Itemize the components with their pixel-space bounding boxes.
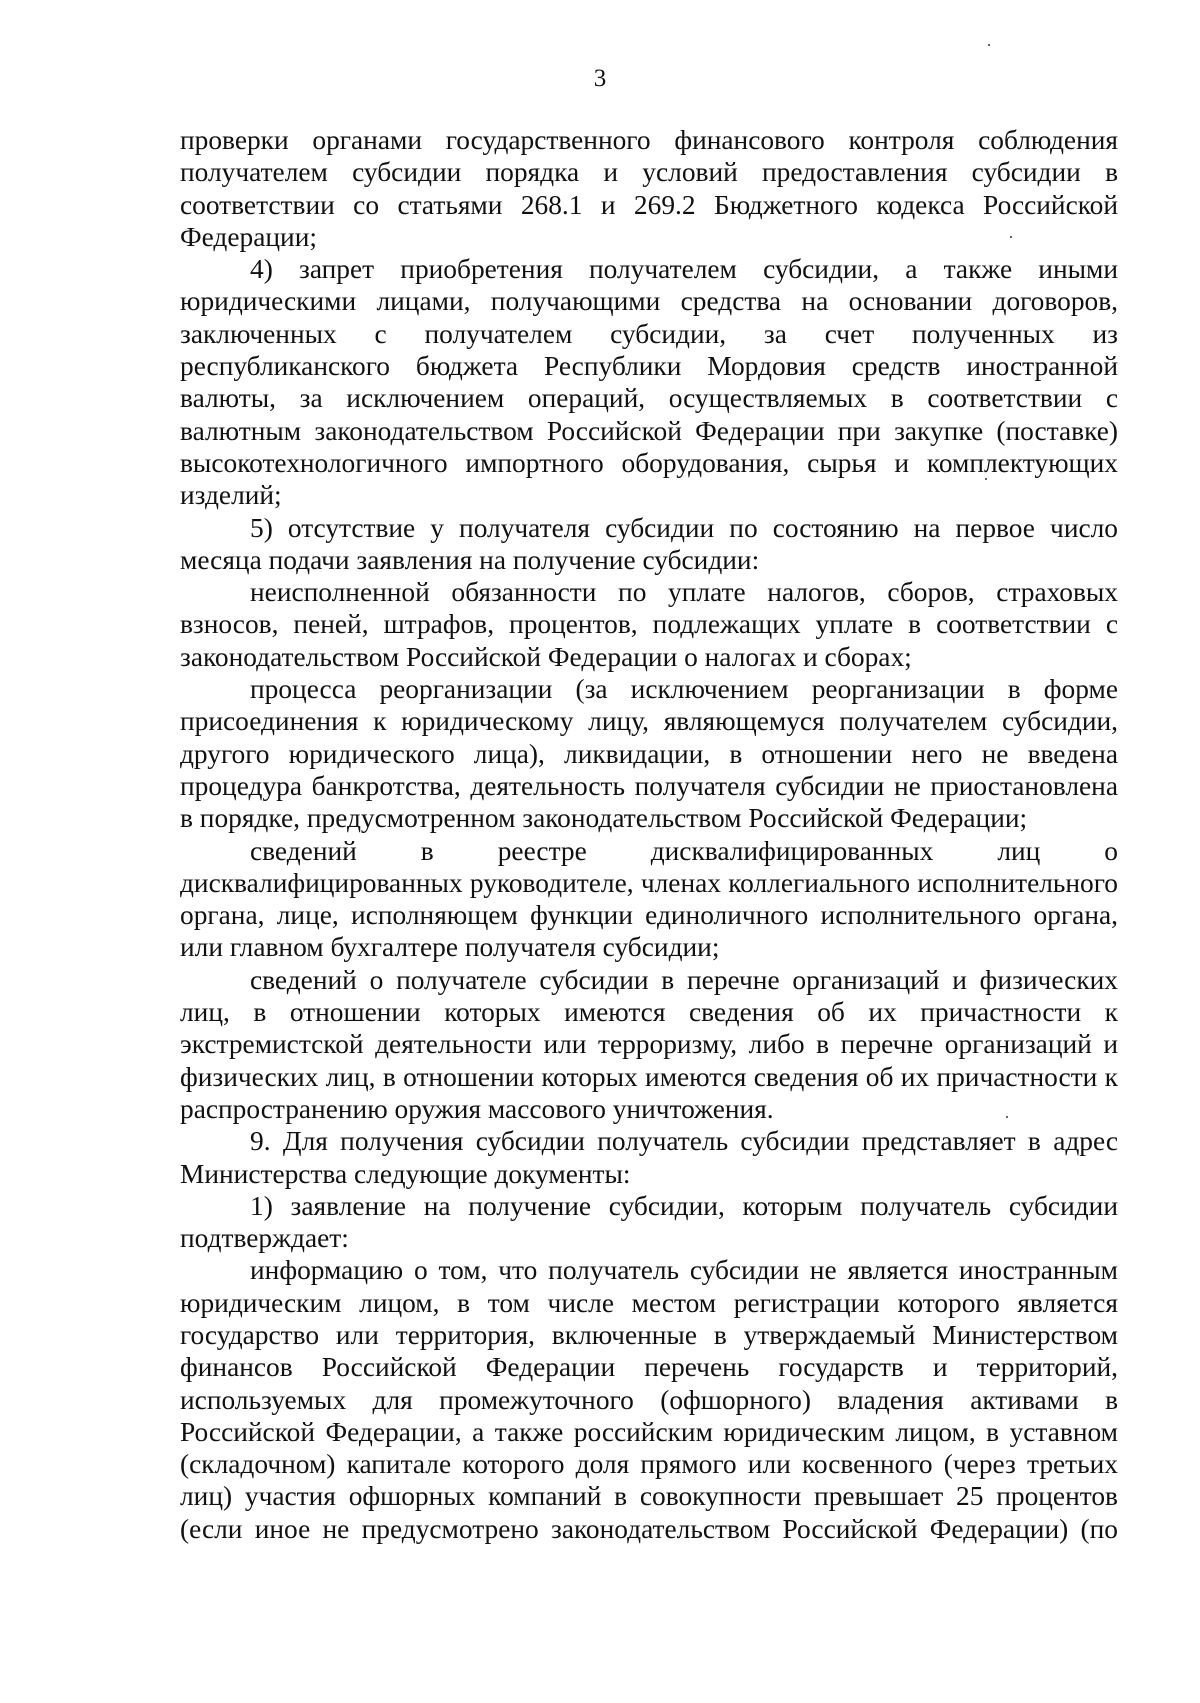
scan-speck (1006, 1116, 1008, 1118)
paragraph-offshore-info: информацию о том, что получатель субсидии не является иностранным юридическим лицом, в том числе местом регистрации которого является государство или территория, включенные в утверждаемый Министерством финансов Российской Федерации перечень государств и территорий, используемых для промежуточного (офшорного) владения активами в Российской Федерации, а также российским юридическим лицом, в уставном (складочном) капитале которого доля прямого или косвенного (через третьих лиц) участия офшорных компаний в совокупности превышает 25 процентов (если иное не предусмотрено законодательством Российской Федерации) (по (180, 1255, 1118, 1544)
paragraph-disqualified-persons: сведений в реестре дисквалифицированных лиц о дисквалифицированных руководителе, членах коллегиального исполнительного органа, лице, исполняющем функции единоличного исполнительного органа, или главном бухгалтере получателя субсидии; (180, 835, 1118, 963)
scan-speck (988, 44, 990, 46)
scan-speck (985, 478, 987, 480)
paragraph-tax-obligations: неисполненной обязанности по уплате налогов, сборов, страховых взносов, пеней, штрафов, процентов, подлежащих уплате в соответствии с законодательством Российской Федерации о налогах и сборах; (180, 577, 1118, 672)
paragraph-audit-continuation: проверки органами государственного финансового контроля соблюдения получателем субсидии порядка и условий предоставления субсидии в соответствии со статьями 268.1 и 269.2 Бюджетного кодекса Российской Федерации; (180, 125, 1118, 252)
paragraph-item-5-absence: 5) отсутствие у получателя субсидии по состоянию на первое число месяца подачи заявления на получение субсидии: (180, 512, 1118, 575)
page-number: 3 (593, 65, 607, 92)
scan-speck (1010, 236, 1012, 238)
paragraph-item-1-application: 1) заявление на получение субсидии, которым получатель субсидии подтверждает: (180, 1190, 1118, 1254)
paragraph-reorganization: процесса реорганизации (за исключением реорганизации в форме присоединения к юридическому лицу, являющемуся получателем субсидии, другого юридического лица), ликвидации, в отношении него не введена процедура банкротства, деятельность получателя субсидии не приостановлена в порядке, предусмотренном законодательством Российской Федерации; (180, 674, 1118, 834)
paragraph-item-4-currency-ban: 4) запрет приобретения получателем субсидии, а также иными юридическими лицами, получающими средства на основании договоров, заключенных с получателем субсидии, за счет полученных из республиканского бюджета Республики Мордовия средств иностранной валюты, за исключением операций, осуществляемых в соответствии с валютным законодательством Российской Федерации при закупке (поставке) высокотехнологичного импортного оборудования, сырья и комплектующих изделий; (180, 254, 1118, 511)
document-body (180, 124, 1118, 1545)
paragraph-section-9: 9. Для получения субсидии получатель субсидии представляет в адрес Министерства следующие документы: (180, 1126, 1118, 1189)
paragraph-extremism-list: сведений о получателе субсидии в перечне организаций и физических лиц, в отношении которых имеются сведения об их причастности к экстремистской деятельности или терроризму, либо в перечне организаций и физических лиц, в отношении которых имеются сведения об их причастности к распространению оружия массового уничтожения. (180, 964, 1118, 1124)
